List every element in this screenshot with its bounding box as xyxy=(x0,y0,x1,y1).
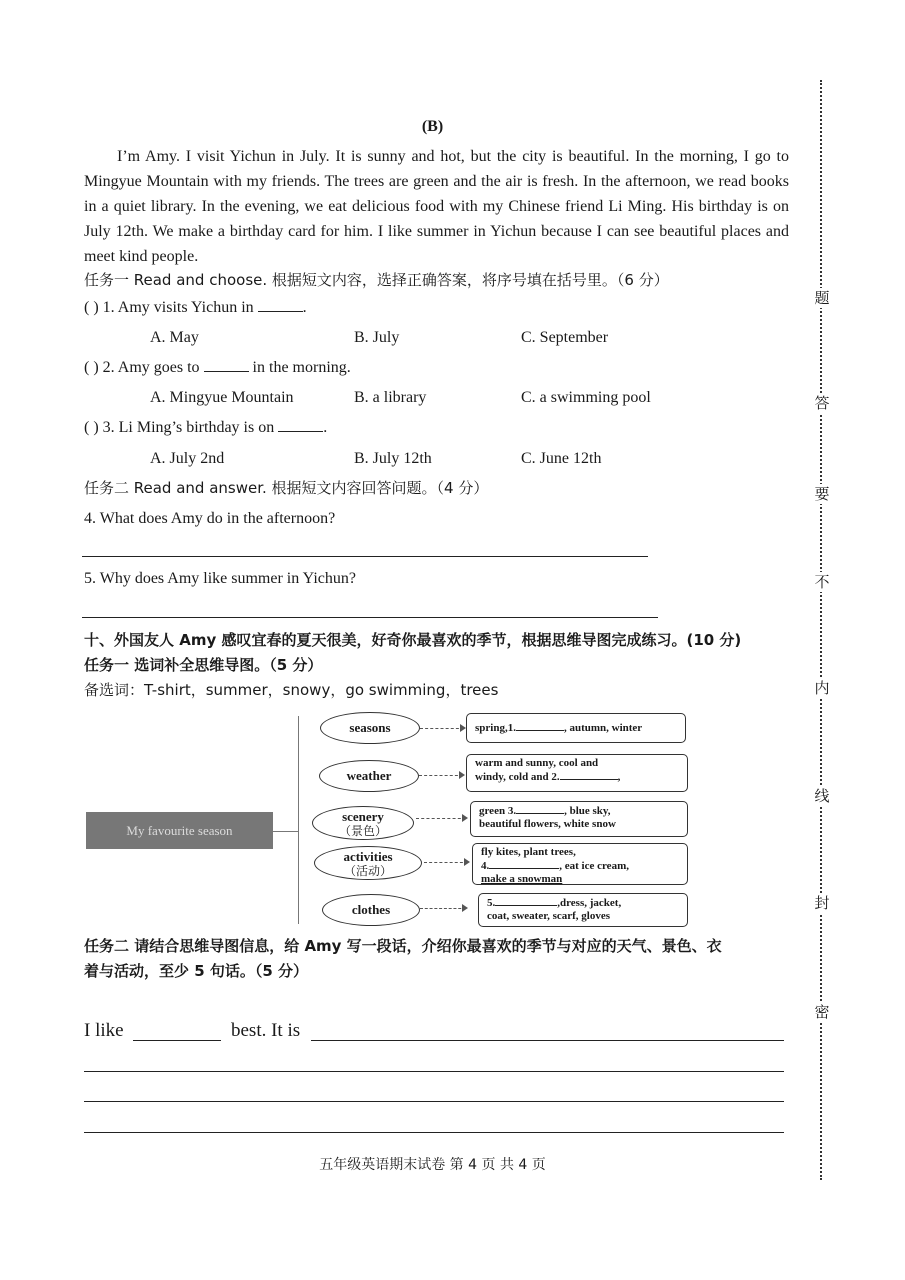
fill-blank[interactable] xyxy=(278,417,323,432)
writing-start-text: I like xyxy=(84,1020,124,1041)
mindmap-trunk xyxy=(298,716,299,924)
writing-line-2[interactable] xyxy=(84,1071,784,1072)
writing-line-1[interactable] xyxy=(311,1040,784,1041)
fill-blank[interactable] xyxy=(489,859,559,869)
page-footer: 五年级英语期末试卷 第 4 页 共 4 页 xyxy=(319,1157,546,1173)
binding-char: 封 xyxy=(812,893,832,913)
box-text: spring,1. xyxy=(475,722,516,734)
part10-task1-heading: 任务一 选词补全思维导图。（5 分） xyxy=(84,656,323,674)
node-label: scenery xyxy=(342,809,384,824)
question-5: 5. Why does Amy like summer in Yichun? xyxy=(84,570,356,587)
box-text: coat, sweater, scarf, gloves xyxy=(487,910,610,922)
fill-blank[interactable] xyxy=(495,896,557,906)
node-weather: weather xyxy=(319,760,419,792)
answer-paren[interactable]: ( ) xyxy=(84,299,99,316)
fill-blank[interactable] xyxy=(516,721,564,731)
writing-blank[interactable] xyxy=(133,1040,221,1041)
box-text: ,dress, jacket, xyxy=(557,897,622,909)
answer-line-4[interactable] xyxy=(82,556,648,557)
box-text: green 3. xyxy=(479,805,517,817)
question-3 xyxy=(84,415,327,440)
fill-blank[interactable] xyxy=(516,804,564,814)
box-text: beautiful flowers, white snow xyxy=(479,818,616,830)
binding-char: 答 xyxy=(812,393,832,413)
option-1c: C. September xyxy=(521,329,609,346)
mindmap-center: My favourite season xyxy=(86,812,273,849)
question-stem: 3. Li Ming’s birthday is on xyxy=(102,419,275,436)
question-stem: 2. Amy goes to xyxy=(102,359,200,376)
binding-char: 不 xyxy=(812,572,832,592)
option-2a: A. Mingyue Mountain xyxy=(150,389,294,406)
box-text: windy, cold and 2. xyxy=(475,771,560,783)
question-stem-end: . xyxy=(323,419,328,436)
answer-line-5[interactable] xyxy=(82,617,658,618)
box-text: , blue sky, xyxy=(564,805,611,817)
word-bank: 备选词：T-shirt，summer，snowy，go swimming，trees xyxy=(84,681,499,699)
node-activities xyxy=(314,846,422,880)
fill-blank[interactable] xyxy=(204,357,249,372)
part10-task2-heading-line1: 任务二 请结合思维导图信息，给 Amy 写一段话，介绍你最喜欢的季节与对应的天气、景色、衣 xyxy=(84,937,722,955)
box-text: make a snowman xyxy=(481,873,563,885)
binding-char: 题 xyxy=(812,288,832,308)
option-1a: A. May xyxy=(150,329,199,346)
arrow-icon xyxy=(419,775,463,776)
arrow-icon xyxy=(420,728,464,729)
node-sub-label: （活动） xyxy=(343,864,392,878)
part10-heading: 十、外国友人 Amy 感叹宜春的夏天很美，好奇你最喜欢的季节，根据思维导图完成练习。(10 分) xyxy=(84,631,742,649)
reading-passage: I’m Amy. I visit Yichun in July. It is sunny and hot, but the city is beautiful. In the morning, I go to Mingyue Mountain with my friends. The trees are green and the air is fresh. In the afternoon, we read books in a quiet library. In the evening, we eat delicious food with my Chinese friend Li Ming. His birthday is on July 12th. We make a birthday card for him. I like summer in Yichun because I can see beautiful places and meet kind people. xyxy=(84,148,789,265)
node-label: activities xyxy=(343,849,393,864)
arrow-icon xyxy=(416,818,466,819)
box-text: , xyxy=(617,771,621,783)
box-text: warm and sunny, cool and xyxy=(475,757,599,769)
question-2 xyxy=(84,355,351,380)
question-4: 4. What does Amy do in the afternoon? xyxy=(84,510,336,527)
arrow-icon xyxy=(424,862,468,863)
binding-char: 要 xyxy=(812,484,832,504)
box-clothes xyxy=(478,893,688,927)
writing-line-4[interactable] xyxy=(84,1132,784,1133)
box-activities xyxy=(472,843,688,885)
option-3c: C. June 12th xyxy=(521,450,602,467)
fill-blank[interactable] xyxy=(560,770,618,780)
question-stem-end: . xyxy=(302,299,307,316)
answer-paren[interactable]: ( ) xyxy=(84,419,99,436)
task2-heading: 任务二 Read and answer. 根据短文内容回答问题。（4 分） xyxy=(84,479,489,497)
box-text: , autumn, winter xyxy=(563,722,643,734)
writing-mid: best. It is xyxy=(231,1020,301,1041)
arrow-icon xyxy=(420,908,466,909)
section-title: (B) xyxy=(421,118,444,135)
writing-starter xyxy=(84,1018,124,1044)
box-text: 4. xyxy=(481,860,490,872)
question-stem: 1. Amy visits Yichun in xyxy=(102,299,254,316)
box-weather xyxy=(466,754,688,792)
task1-heading: 任务一 Read and choose. 根据短文内容，选择正确答案，将序号填在括号里。（6 分） xyxy=(84,271,669,289)
writing-line-3[interactable] xyxy=(84,1101,784,1102)
box-text: 5. xyxy=(487,897,496,909)
answer-paren[interactable]: ( ) xyxy=(84,359,99,376)
node-seasons: seasons xyxy=(320,712,420,744)
option-1b: B. July xyxy=(354,329,400,346)
part10-task2-heading-line2: 着与活动，至少 5 句话。（5 分） xyxy=(84,962,309,980)
box-text: , eat ice cream, xyxy=(559,860,629,872)
option-2c: C. a swimming pool xyxy=(521,389,651,406)
option-2b: B. a library xyxy=(354,389,427,406)
node-clothes: clothes xyxy=(322,894,420,926)
box-scenery xyxy=(470,801,688,837)
node-sub-label: （景色） xyxy=(338,824,387,838)
option-3b: B. July 12th xyxy=(354,450,432,467)
binding-char: 密 xyxy=(812,1002,832,1022)
binding-char: 内 xyxy=(812,678,832,698)
question-1 xyxy=(84,295,307,320)
mindmap-connector xyxy=(273,831,298,832)
node-scenery xyxy=(312,806,414,840)
box-seasons xyxy=(466,713,686,743)
box-text: fly kites, plant trees, xyxy=(481,846,576,858)
option-3a: A. July 2nd xyxy=(150,450,225,467)
question-stem-end: in the morning. xyxy=(252,359,351,376)
fill-blank[interactable] xyxy=(258,297,303,312)
binding-char: 线 xyxy=(812,786,832,806)
